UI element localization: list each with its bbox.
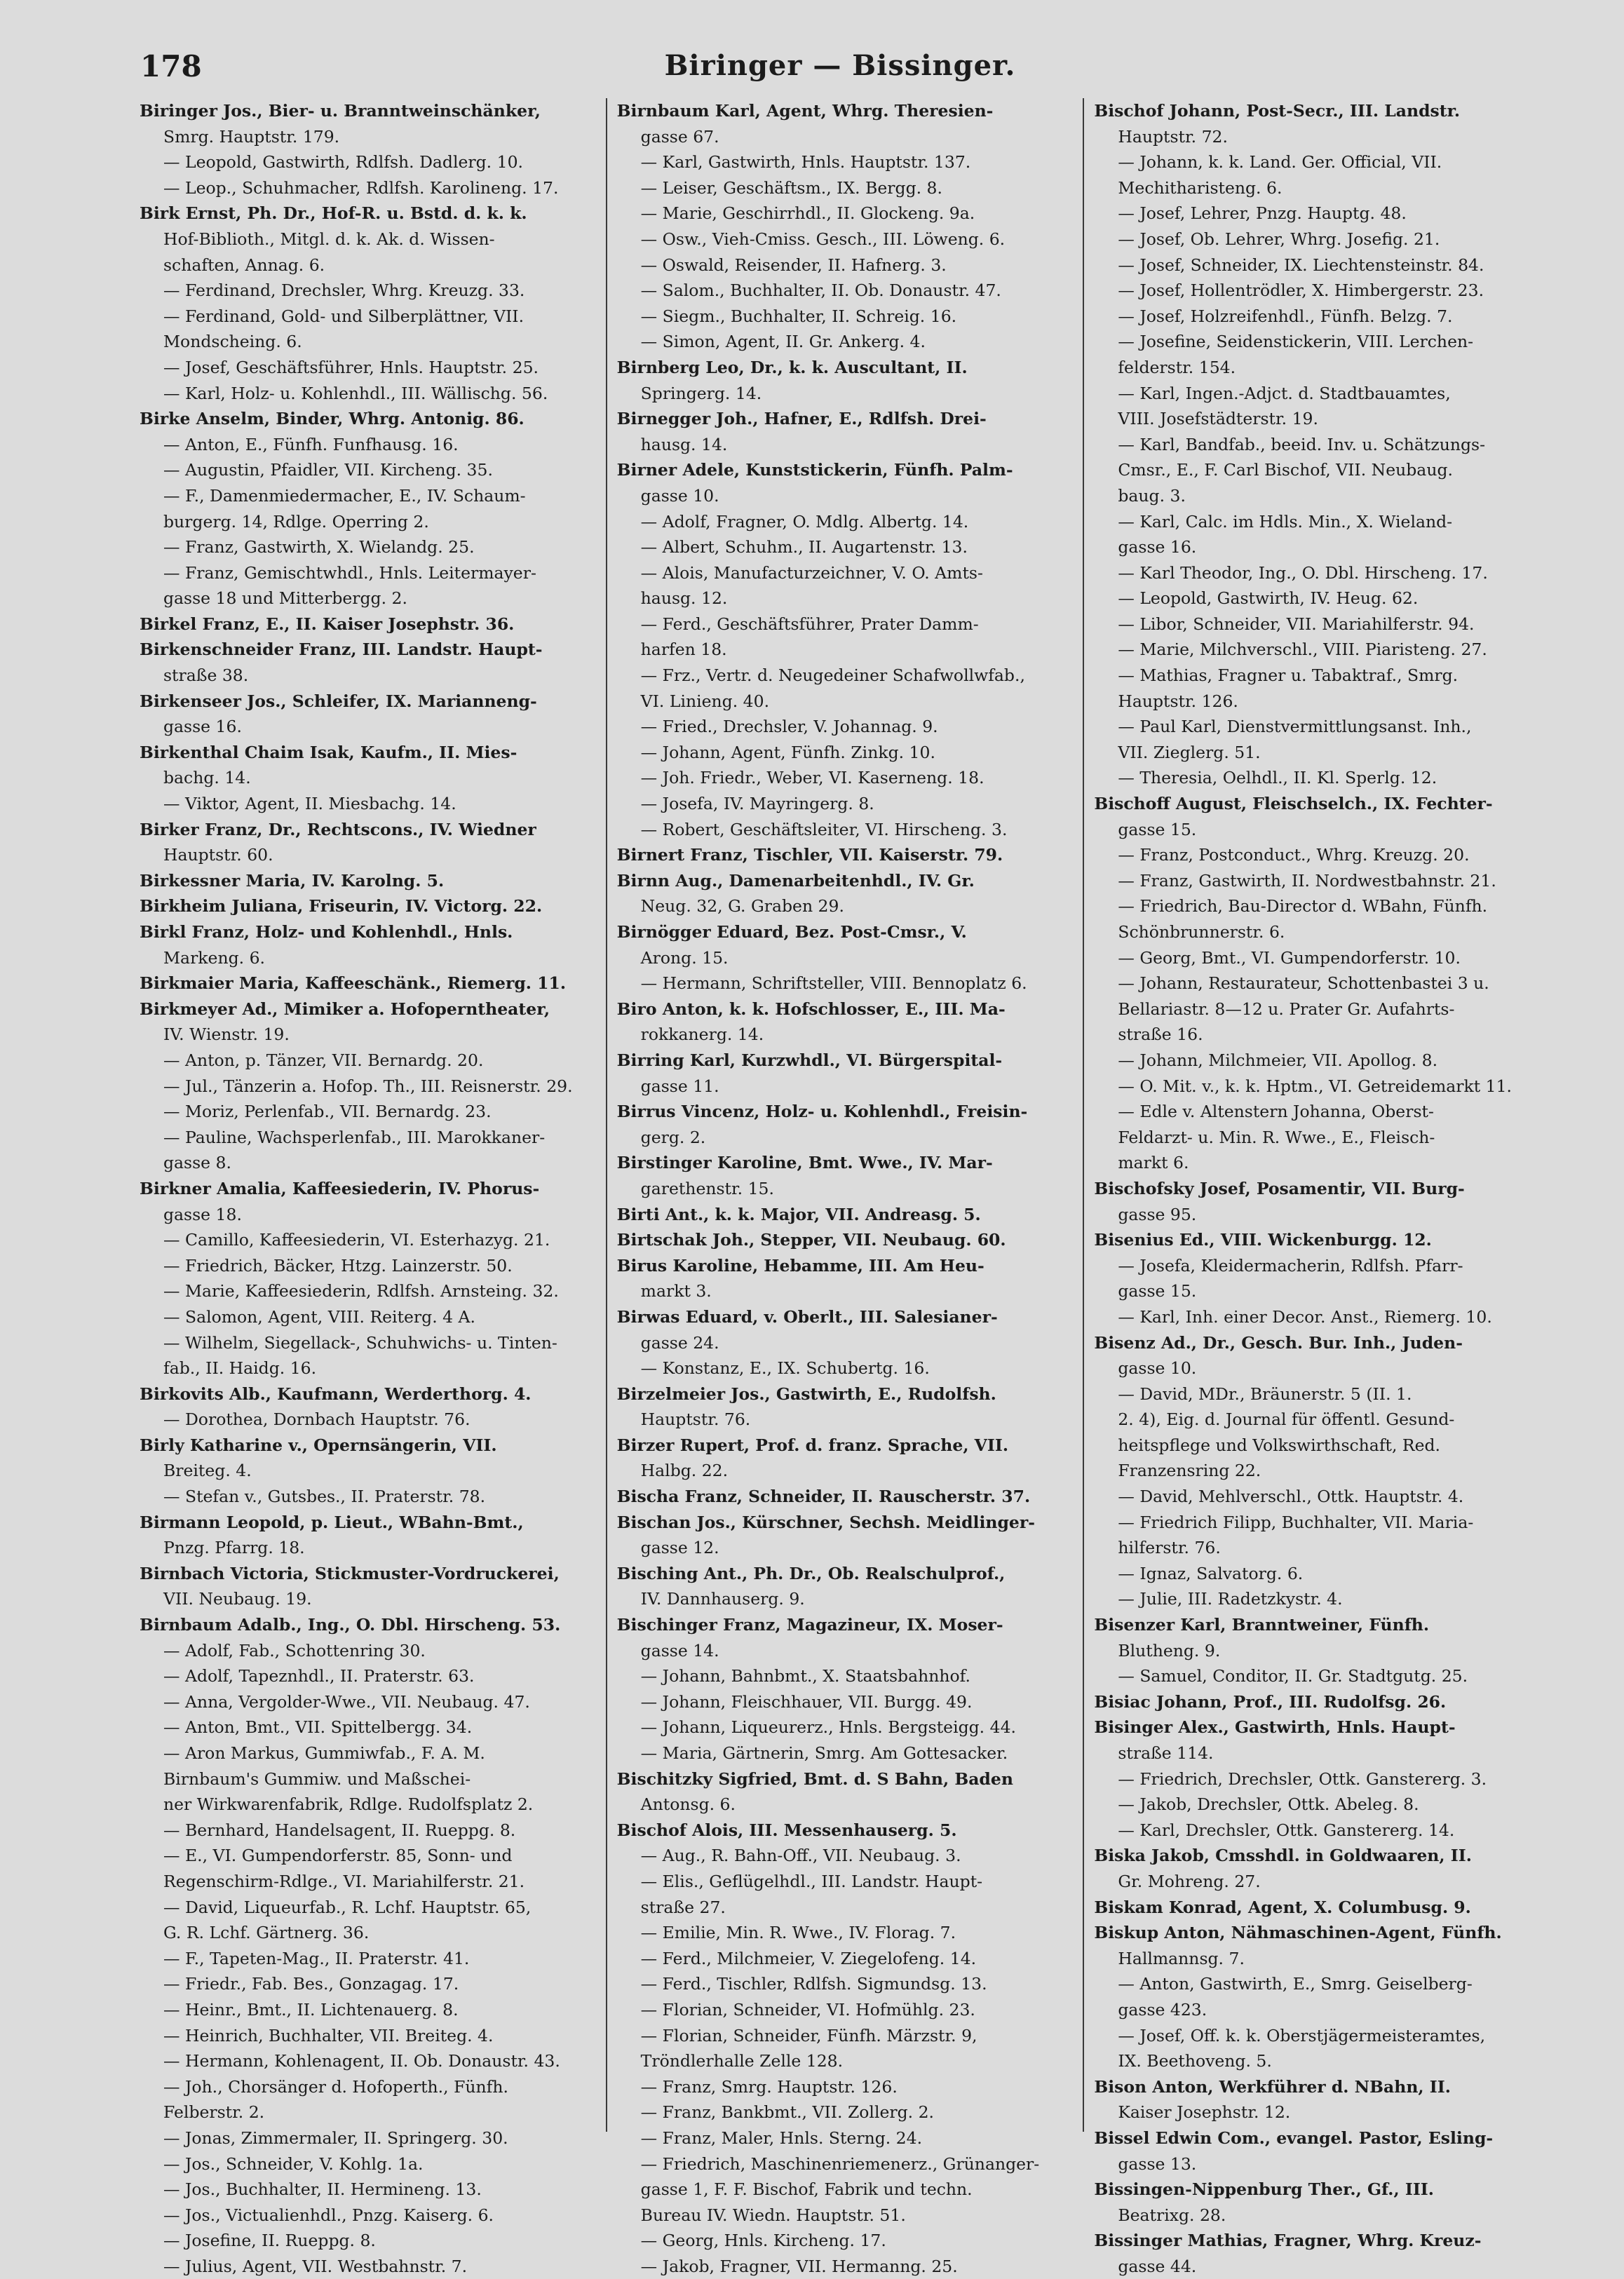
directory-entry: — Johann, Fleischhauer, VII. Burgg. 49. bbox=[640, 1691, 973, 1712]
directory-entry: Birkenschneider Franz, III. Landstr. Haupt- bbox=[140, 640, 543, 660]
directory-entry: schaften, Annag. 6. bbox=[163, 255, 325, 275]
directory-entry: straße 114. bbox=[1118, 1743, 1214, 1763]
directory-entry: Birnbaum Karl, Agent, Whrg. Theresien- bbox=[616, 101, 994, 121]
directory-entry: gasse 11. bbox=[640, 1076, 719, 1096]
directory-entry: — Franz, Gastwirth, II. Nordwestbahnstr. 21. bbox=[1118, 870, 1496, 891]
directory-entry: — Dorothea, Dornbach Hauptstr. 76. bbox=[163, 1409, 471, 1430]
directory-entry: Biringer Jos., Bier- u. Branntweinschänker, bbox=[140, 101, 541, 121]
directory-entry: Arong. 15. bbox=[640, 947, 729, 968]
directory-entry: markt 3. bbox=[640, 1281, 712, 1301]
directory-entry: Pnzg. Pfarrg. 18. bbox=[163, 1538, 305, 1558]
directory-entry: Birkessner Maria, IV. Karolng. 5. bbox=[140, 870, 445, 891]
directory-entry: garethenstr. 15. bbox=[640, 1178, 774, 1198]
directory-entry: gasse 12. bbox=[640, 1538, 719, 1558]
directory-entry: Birke Anselm, Binder, Whrg. Antonig. 86. bbox=[140, 409, 525, 429]
directory-entry: — Adolf, Fab., Schottenring 30. bbox=[163, 1640, 426, 1661]
directory-entry: Birkenthal Chaim Isak, Kaufm., II. Mies- bbox=[140, 742, 517, 762]
directory-entry: — Josefa, Kleidermacherin, Rdlfsh. Pfarr- bbox=[1118, 1255, 1463, 1276]
directory-entry: Bischoff August, Fleischselch., IX. Fechter- bbox=[1094, 794, 1493, 814]
directory-entry: Bellariastr. 8—12 u. Prater Gr. Aufahrts- bbox=[1118, 999, 1455, 1019]
directory-entry: — Fried., Drechsler, V. Johannag. 9. bbox=[640, 717, 938, 737]
directory-entry: — Leop., Schuhmacher, Rdlfsh. Karolineng. 17. bbox=[163, 177, 559, 198]
directory-entry: Birring Karl, Kurzwhdl., VI. Bürgerspital- bbox=[616, 1050, 1003, 1070]
directory-entry: — Aug., R. Bahn-Off., VII. Neubaug. 3. bbox=[640, 1846, 961, 1866]
directory-entry: — Georg, Hnls. Kircheng. 17. bbox=[640, 2231, 886, 2251]
directory-entry: ner Wirkwarenfabrik, Rdlge. Rudolfsplatz 2. bbox=[163, 1794, 534, 1815]
directory-entry: fab., II. Haidg. 16. bbox=[163, 1358, 317, 1379]
directory-entry: — Adolf, Fragner, O. Mdlg. Albertg. 14. bbox=[640, 511, 969, 532]
directory-entry: — Augustin, Pfaidler, VII. Kircheng. 35. bbox=[163, 460, 493, 480]
directory-entry: Birrus Vincenz, Holz- u. Kohlenhdl., Freisin- bbox=[616, 1102, 1028, 1122]
directory-entry: — Karl, Inh. einer Decor. Anst., Riemerg. 10. bbox=[1118, 1306, 1492, 1327]
directory-entry: Feldarzt- u. Min. R. Wwe., E., Fleisch- bbox=[1118, 1127, 1435, 1147]
directory-entry: gasse 67. bbox=[640, 126, 719, 147]
directory-entry: — Salomon, Agent, VIII. Reiterg. 4 A. bbox=[163, 1306, 475, 1327]
directory-entry: — Jos., Victualienhdl., Pnzg. Kaiserg. 6. bbox=[163, 2205, 494, 2225]
directory-entry: gasse 15. bbox=[1118, 1281, 1197, 1301]
directory-entry: Birker Franz, Dr., Rechtscons., IV. Wiedner bbox=[140, 819, 536, 839]
directory-entry: heitspflege und Volkswirthschaft, Red. bbox=[1118, 1435, 1441, 1455]
directory-entry: Halbg. 22. bbox=[640, 1461, 729, 1481]
directory-entry: — Josef, Ob. Lehrer, Whrg. Josefig. 21. bbox=[1118, 229, 1440, 249]
directory-entry: — Aron Markus, Gummiwfab., F. A. M. bbox=[163, 1743, 485, 1763]
directory-entry: Felberstr. 2. bbox=[163, 2102, 265, 2123]
directory-entry: gasse 13. bbox=[1118, 2153, 1197, 2174]
directory-entry: — Libor, Schneider, VII. Mariahilferstr. 94. bbox=[1118, 614, 1475, 634]
directory-entry: Birmann Leopold, p. Lieut., WBahn-Bmt., bbox=[140, 1512, 524, 1532]
directory-entry: — Johann, Liqueurerz., Hnls. Bergsteigg. 44. bbox=[640, 1717, 1016, 1738]
directory-entry: — Franz, Smrg. Hauptstr. 126. bbox=[640, 2076, 898, 2097]
column-3 bbox=[1083, 98, 1560, 2276]
directory-entry: — Josef, Geschäftsführer, Hnls. Hauptstr. 25. bbox=[163, 357, 539, 377]
directory-entry: Antonsg. 6. bbox=[640, 1794, 736, 1815]
directory-entry: Bisiac Johann, Prof., III. Rudolfsg. 26. bbox=[1094, 1691, 1447, 1712]
directory-entry: — Stefan v., Gutsbes., II. Praterstr. 78. bbox=[163, 1487, 486, 1507]
directory-entry: harfen 18. bbox=[640, 640, 727, 660]
directory-entry: — Maria, Gärtnerin, Smrg. Am Gottesacker. bbox=[640, 1743, 1008, 1763]
directory-entry: Blutheng. 9. bbox=[1118, 1640, 1221, 1661]
directory-entry: Birstinger Karoline, Bmt. Wwe., IV. Mar- bbox=[616, 1153, 993, 1173]
directory-entry: — Frz., Vertr. d. Neugedeiner Schafwollwfab., bbox=[640, 665, 1025, 686]
directory-entry: — F., Damenmiedermacher, E., IV. Schaum- bbox=[163, 485, 526, 506]
directory-entry: — Friedrich, Drechsler, Ottk. Ganstererg. 3. bbox=[1118, 1769, 1487, 1789]
directory-entry: burgerg. 14, Rdlge. Operring 2. bbox=[163, 511, 429, 532]
directory-entry: Bissingen-Nippenburg Ther., Gf., III. bbox=[1094, 2179, 1434, 2200]
directory-entry: Birner Adele, Kunststickerin, Fünfh. Palm- bbox=[616, 460, 1013, 480]
directory-entry: hausg. 14. bbox=[640, 434, 728, 454]
directory-entry: Mondscheing. 6. bbox=[163, 332, 302, 352]
directory-entry: Birly Katharine v., Opernsängerin, VII. bbox=[140, 1435, 497, 1455]
directory-entry: gasse 16. bbox=[163, 717, 242, 737]
directory-entry: straße 16. bbox=[1118, 1024, 1203, 1045]
directory-entry: — Josef, Off. k. k. Oberstjägermeisteramtes, bbox=[1118, 2025, 1486, 2045]
directory-entry: — Joh., Chorsänger d. Hofoperth., Fünfh. bbox=[163, 2076, 508, 2097]
directory-entry: — Anton, E., Fünfh. Funfhausg. 16. bbox=[163, 434, 459, 454]
directory-entry: 2. 4), Eig. d. Journal für öffentl. Gesund- bbox=[1118, 1409, 1455, 1430]
directory-entry: Hof-Biblioth., Mitgl. d. k. Ak. d. Wissen- bbox=[163, 229, 495, 249]
directory-entry: Schönbrunnerstr. 6. bbox=[1118, 922, 1285, 942]
directory-entry: Markeng. 6. bbox=[163, 947, 265, 968]
columns bbox=[130, 98, 1560, 2276]
directory-entry: Birnögger Eduard, Bez. Post-Cmsr., V. bbox=[616, 922, 967, 942]
directory-entry: Biro Anton, k. k. Hofschlosser, E., III. Ma- bbox=[616, 999, 1006, 1019]
directory-entry: Birkheim Juliana, Friseurin, IV. Victorg. 22. bbox=[140, 896, 543, 917]
directory-entry: — O. Mit. v., k. k. Hptm., VI. Getreidemarkt 11. bbox=[1118, 1076, 1513, 1096]
directory-entry: Hauptstr. 60. bbox=[163, 845, 273, 865]
directory-entry: — Franz, Gemischtwhdl., Hnls. Leitermayer- bbox=[163, 562, 536, 583]
directory-entry: — Konstanz, E., IX. Schubertg. 16. bbox=[640, 1358, 930, 1379]
directory-entry: — Heinr., Bmt., II. Lichtenauerg. 8. bbox=[163, 1999, 459, 2020]
directory-entry: straße 27. bbox=[640, 1897, 726, 1917]
directory-entry: — Anton, Gastwirth, E., Smrg. Geiselberg- bbox=[1118, 1974, 1473, 1994]
directory-entry: straße 38. bbox=[163, 665, 249, 686]
page-header bbox=[140, 49, 1540, 91]
directory-entry: IV. Wienstr. 19. bbox=[163, 1024, 290, 1045]
directory-entry: — Heinrich, Buchhalter, VII. Breiteg. 4. bbox=[163, 2025, 494, 2045]
directory-entry: — E., VI. Gumpendorferstr. 85, Sonn- und bbox=[163, 1846, 513, 1866]
directory-entry: — Alois, Manufacturzeichner, V. O. Amts- bbox=[640, 562, 983, 583]
directory-entry: — Ferdinand, Drechsler, Whrg. Kreuzg. 33. bbox=[163, 280, 525, 301]
directory-entry: — Franz, Postconduct., Whrg. Kreuzg. 20. bbox=[1118, 845, 1470, 865]
directory-entry: Birk Ernst, Ph. Dr., Hof-R. u. Bstd. d. k. k. bbox=[140, 203, 527, 224]
directory-entry: Biska Jakob, Cmsshdl. in Goldwaaren, II. bbox=[1094, 1846, 1472, 1866]
directory-entry: Birzer Rupert, Prof. d. franz. Sprache, VII. bbox=[616, 1435, 1009, 1455]
directory-entry: Birus Karoline, Hebamme, III. Am Heu- bbox=[616, 1255, 984, 1276]
directory-entry: Bisinger Alex., Gastwirth, Hnls. Haupt- bbox=[1094, 1717, 1456, 1738]
directory-entry: Birkmaier Maria, Kaffeeschänk., Riemerg. 11. bbox=[140, 973, 567, 994]
directory-entry: Bison Anton, Werkführer d. NBahn, II. bbox=[1094, 2076, 1451, 2097]
directory-entry: — David, MDr., Bräunerstr. 5 (II. 1. bbox=[1118, 1384, 1412, 1404]
directory-entry: — Hermann, Schriftsteller, VIII. Bennoplatz 6. bbox=[640, 973, 1027, 994]
column-2 bbox=[606, 98, 1083, 2276]
directory-entry: Hallmannsg. 7. bbox=[1118, 1948, 1245, 1968]
directory-entry: — Josef, Lehrer, Pnzg. Hauptg. 48. bbox=[1118, 203, 1407, 224]
directory-entry: — Simon, Agent, II. Gr. Ankerg. 4. bbox=[640, 332, 926, 352]
directory-entry: Bischinger Franz, Magazineur, IX. Moser- bbox=[616, 1615, 1003, 1635]
directory-entry: Birnberg Leo, Dr., k. k. Auscultant, II. bbox=[616, 357, 968, 377]
directory-entry: — Josefine, II. Rueppg. 8. bbox=[163, 2231, 376, 2251]
directory-entry: Birkel Franz, E., II. Kaiser Josephstr. 36. bbox=[140, 614, 515, 634]
directory-entry: felderstr. 154. bbox=[1118, 357, 1236, 377]
directory-entry: Bisching Ant., Ph. Dr., Ob. Realschulprof., bbox=[616, 1563, 1006, 1583]
directory-entry: — Karl, Bandfab., beeid. Inv. u. Schätzungs- bbox=[1118, 434, 1486, 454]
directory-entry: — Jos., Schneider, V. Kohlg. 1a. bbox=[163, 2153, 424, 2174]
directory-entry: — Anton, Bmt., VII. Spittelbergg. 34. bbox=[163, 1717, 473, 1738]
directory-entry: — Robert, Geschäftsleiter, VI. Hirscheng. 3. bbox=[640, 819, 1008, 839]
directory-entry: — Emilie, Min. R. Wwe., IV. Florag. 7. bbox=[640, 1923, 956, 1943]
directory-entry: — Marie, Geschirrhdl., II. Glockeng. 9a. bbox=[640, 203, 975, 224]
directory-entry: gasse 10. bbox=[1118, 1358, 1197, 1379]
directory-entry: — Jul., Tänzerin a. Hofop. Th., III. Reisnerstr. 29. bbox=[163, 1076, 573, 1096]
directory-entry: Bisenz Ad., Dr., Gesch. Bur. Inh., Juden- bbox=[1094, 1332, 1463, 1353]
directory-entry: gerg. 2. bbox=[640, 1127, 706, 1147]
directory-entry: — Joh. Friedr., Weber, VI. Kaserneng. 18. bbox=[640, 768, 984, 788]
directory-entry: Birkenseer Jos., Schleifer, IX. Marianneng- bbox=[140, 691, 537, 711]
directory-entry: — Johann, Milchmeier, VII. Apollog. 8. bbox=[1118, 1050, 1438, 1070]
directory-entry: — F., Tapeten-Mag., II. Praterstr. 41. bbox=[163, 1948, 470, 1968]
directory-entry: — Leiser, Geschäftsm., IX. Bergg. 8. bbox=[640, 177, 942, 198]
directory-entry: — Theresia, Oelhdl., II. Kl. Sperlg. 12. bbox=[1118, 768, 1437, 788]
directory-entry: — Johann, k. k. Land. Ger. Official, VII. bbox=[1118, 152, 1442, 173]
directory-entry: Birtschak Joh., Stepper, VII. Neubaug. 60. bbox=[616, 1230, 1006, 1250]
directory-entry: — Johann, Bahnbmt., X. Staatsbahnhof. bbox=[640, 1666, 970, 1686]
column-1 bbox=[130, 98, 606, 2276]
directory-entry: — Ferd., Tischler, Rdlfsh. Sigmundsg. 13. bbox=[640, 1974, 987, 1994]
directory-entry: — Ferd., Geschäftsführer, Prater Damm- bbox=[640, 614, 979, 634]
directory-entry: — Franz, Maler, Hnls. Sterng. 24. bbox=[640, 2128, 923, 2148]
directory-entry: — Franz, Bankbmt., VII. Zollerg. 2. bbox=[640, 2102, 935, 2123]
directory-entry: — Leopold, Gastwirth, IV. Heug. 62. bbox=[1118, 588, 1419, 609]
directory-entry: — Ignaz, Salvatorg. 6. bbox=[1118, 1563, 1304, 1583]
directory-entry: — Friedrich Filipp, Buchhalter, VII. Maria- bbox=[1118, 1512, 1474, 1532]
directory-entry: gasse 15. bbox=[1118, 819, 1197, 839]
directory-entry: — Josef, Hollentrödler, X. Himbergerstr. 23. bbox=[1118, 280, 1484, 301]
directory-entry: Biskup Anton, Nähmaschinen-Agent, Fünfh. bbox=[1094, 1923, 1502, 1943]
directory-entry: Bischof Alois, III. Messenhauserg. 5. bbox=[616, 1820, 957, 1840]
directory-entry: — Edle v. Altenstern Johanna, Oberst- bbox=[1118, 1102, 1434, 1122]
directory-entry: — Friedr., Fab. Bes., Gonzagag. 17. bbox=[163, 1974, 459, 1994]
directory-entry: — Friedrich, Bäcker, Htzg. Lainzerstr. 50. bbox=[163, 1255, 513, 1276]
directory-entry: Birnert Franz, Tischler, VII. Kaiserstr. 79. bbox=[616, 845, 1003, 865]
directory-entry: — Josef, Holzreifenhdl., Fünfh. Belzg. 7. bbox=[1118, 306, 1453, 326]
directory-entry: — Oswald, Reisender, II. Hafnerg. 3. bbox=[640, 255, 947, 275]
directory-entry: Mechitharisteng. 6. bbox=[1118, 177, 1283, 198]
directory-entry: Hauptstr. 76. bbox=[640, 1409, 751, 1430]
page-number: 178 bbox=[140, 49, 202, 83]
directory-entry: — Florian, Schneider, Fünfh. Märzstr. 9, bbox=[640, 2025, 977, 2045]
directory-entry: Birnegger Joh., Hafner, E., Rdlfsh. Drei- bbox=[616, 409, 987, 429]
directory-entry: gasse 423. bbox=[1118, 1999, 1207, 2020]
directory-entry: Bischitzky Sigfried, Bmt. d. S Bahn, Baden bbox=[616, 1769, 1013, 1789]
directory-entry: — Marie, Kaffeesiederin, Rdlfsh. Arnsteing. 32. bbox=[163, 1281, 559, 1301]
directory-entry: Bischan Jos., Kürschner, Sechsh. Meidlinger- bbox=[616, 1512, 1035, 1532]
directory-entry: — Paul Karl, Dienstvermittlungsanst. Inh., bbox=[1118, 717, 1472, 737]
directory-entry: — Elis., Geflügelhdl., III. Landstr. Haupt- bbox=[640, 1871, 983, 1891]
directory-entry: — Ferd., Milchmeier, V. Ziegelofeng. 14. bbox=[640, 1948, 977, 1968]
directory-entry: rokkanerg. 14. bbox=[640, 1024, 764, 1045]
directory-entry: Neug. 32, G. Graben 29. bbox=[640, 896, 844, 917]
directory-entry: — Julius, Agent, VII. Westbahnstr. 7. bbox=[163, 2256, 468, 2276]
directory-entry: Birkovits Alb., Kaufmann, Werderthorg. 4. bbox=[140, 1384, 532, 1404]
directory-entry: — Karl, Calc. im Hdls. Min., X. Wieland- bbox=[1118, 511, 1453, 532]
directory-entry: — Adolf, Tapeznhdl., II. Praterstr. 63. bbox=[163, 1666, 475, 1686]
directory-entry: — Josef, Schneider, IX. Liechtensteinstr. 84. bbox=[1118, 255, 1484, 275]
directory-entry: Regenschirm-Rdlge., VI. Mariahilferstr. 21. bbox=[163, 1871, 525, 1891]
directory-entry: Birnn Aug., Damenarbeitenhdl., IV. Gr. bbox=[616, 870, 975, 891]
directory-entry: Birkner Amalia, Kaffeesiederin, IV. Phorus- bbox=[140, 1178, 540, 1198]
directory-entry: — Florian, Schneider, VI. Hofmühlg. 23. bbox=[640, 1999, 975, 2020]
directory-entry: — Karl, Holz- u. Kohlenhdl., III. Wällischg. 56. bbox=[163, 383, 548, 403]
directory-entry: — Friedrich, Bau-Director d. WBahn, Fünfh. bbox=[1118, 896, 1488, 917]
directory-entry: — Mathias, Fragner u. Tabaktraf., Smrg. bbox=[1118, 665, 1459, 686]
directory-entry: — Josefine, Seidenstickerin, VIII. Lerchen- bbox=[1118, 332, 1474, 352]
directory-entry: Breiteg. 4. bbox=[163, 1461, 252, 1481]
directory-entry: markt 6. bbox=[1118, 1153, 1189, 1173]
directory-entry: — Johann, Agent, Fünfh. Zinkg. 10. bbox=[640, 742, 935, 762]
directory-entry: Cmsr., E., F. Carl Bischof, VII. Neubaug. bbox=[1118, 460, 1453, 480]
directory-entry: — Julie, III. Radetzkystr. 4. bbox=[1118, 1589, 1343, 1609]
directory-entry: Bissinger Mathias, Fragner, Whrg. Kreuz- bbox=[1094, 2231, 1482, 2251]
directory-entry: Birkmeyer Ad., Mimiker a. Hofoperntheater, bbox=[140, 999, 550, 1019]
directory-entry: — David, Liqueurfab., R. Lchf. Hauptstr. 65, bbox=[163, 1897, 532, 1917]
directory-entry: Bisenius Ed., VIII. Wickenburgg. 12. bbox=[1094, 1230, 1432, 1250]
directory-entry: Smrg. Hauptstr. 179. bbox=[163, 126, 340, 147]
directory-entry: IV. Dannhauserg. 9. bbox=[640, 1589, 805, 1609]
directory-entry: — Friedrich, Maschinenriemenerz., Grünanger- bbox=[640, 2153, 1040, 2174]
directory-entry: gasse 95. bbox=[1118, 1204, 1197, 1224]
directory-entry: — Jakob, Fragner, VII. Hermanng. 25. bbox=[640, 2256, 958, 2276]
directory-entry: — Karl Theodor, Ing., O. Dbl. Hirscheng. 17. bbox=[1118, 562, 1488, 583]
directory-entry: IX. Beethoveng. 5. bbox=[1118, 2051, 1272, 2071]
directory-entry: Bureau IV. Wiedn. Hauptstr. 51. bbox=[640, 2205, 906, 2225]
directory-entry: — Ferdinand, Gold- und Silberplättner, VII. bbox=[163, 306, 525, 326]
directory-entry: — Osw., Vieh-Cmiss. Gesch., III. Löweng. 6. bbox=[640, 229, 1006, 249]
directory-entry: gasse 18 und Mitterbergg. 2. bbox=[163, 588, 407, 609]
directory-entry: — Albert, Schuhm., II. Augartenstr. 13. bbox=[640, 537, 968, 557]
directory-entry: Bisenzer Karl, Branntweiner, Fünfh. bbox=[1094, 1615, 1430, 1635]
directory-entry: — Josefa, IV. Mayringerg. 8. bbox=[640, 794, 874, 814]
directory-entry: Franzensring 22. bbox=[1118, 1461, 1261, 1481]
directory-entry: — Johann, Restaurateur, Schottenbastei 3 u. bbox=[1118, 973, 1489, 994]
directory-entry: Springerg. 14. bbox=[640, 383, 762, 403]
directory-entry: Birnbach Victoria, Stickmuster-Vordruckerei, bbox=[140, 1563, 560, 1583]
directory-entry: gasse 8. bbox=[163, 1153, 231, 1173]
directory-entry: gasse 24. bbox=[640, 1332, 719, 1353]
directory-entry: gasse 18. bbox=[163, 1204, 242, 1224]
running-head: Biringer — Bissinger. bbox=[664, 49, 1016, 82]
directory-entry: VIII. Josefstädterstr. 19. bbox=[1118, 409, 1318, 429]
directory-entry: Hauptstr. 126. bbox=[1118, 691, 1238, 711]
directory-entry: — Franz, Gastwirth, X. Wielandg. 25. bbox=[163, 537, 475, 557]
directory-entry: — Viktor, Agent, II. Miesbachg. 14. bbox=[163, 794, 456, 814]
directory-entry: Biskam Konrad, Agent, X. Columbusg. 9. bbox=[1094, 1897, 1471, 1917]
directory-entry: gasse 1, F. F. Bischof, Fabrik und techn. bbox=[640, 2179, 973, 2200]
directory-entry: — Karl, Ingen.-Adjct. d. Stadtbauamtes, bbox=[1118, 383, 1451, 403]
directory-entry: — Moriz, Perlenfab., VII. Bernardg. 23. bbox=[163, 1102, 492, 1122]
directory-entry: Bissel Edwin Com., evangel. Pastor, Esling- bbox=[1094, 2128, 1494, 2148]
directory-entry: Bischof Johann, Post-Secr., III. Landstr. bbox=[1094, 101, 1461, 121]
directory-entry: Bischofsky Josef, Posamentir, VII. Burg- bbox=[1094, 1178, 1465, 1198]
directory-entry: gasse 16. bbox=[1118, 537, 1197, 557]
directory-entry: — Camillo, Kaffeesiederin, VI. Esterhazyg. 21. bbox=[163, 1230, 550, 1250]
directory-entry: gasse 44. bbox=[1118, 2256, 1197, 2276]
directory-entry: hausg. 12. bbox=[640, 588, 728, 609]
directory-entry: VII. Neubaug. 19. bbox=[163, 1589, 312, 1609]
directory-entry: — Hermann, Kohlenagent, II. Ob. Donaustr. 43. bbox=[163, 2051, 560, 2071]
directory-entry: Birnbaum Adalb., Ing., O. Dbl. Hirscheng. 53. bbox=[140, 1615, 561, 1635]
directory-entry: — Pauline, Wachsperlenfab., III. Marokkaner- bbox=[163, 1127, 546, 1147]
directory-entry: bachg. 14. bbox=[163, 768, 251, 788]
directory-entry: — Karl, Gastwirth, Hnls. Hauptstr. 137. bbox=[640, 152, 971, 173]
directory-entry: — Anton, p. Tänzer, VII. Bernardg. 20. bbox=[163, 1050, 484, 1070]
directory-entry: Birti Ant., k. k. Major, VII. Andreasg. 5. bbox=[616, 1204, 981, 1224]
directory-entry: — Salom., Buchhalter, II. Ob. Donaustr. 47. bbox=[640, 280, 1001, 301]
directory-entry: — Jakob, Drechsler, Ottk. Abeleg. 8. bbox=[1118, 1794, 1419, 1815]
directory-entry: VII. Zieglerg. 51. bbox=[1118, 742, 1261, 762]
directory-entry: Gr. Mohreng. 27. bbox=[1118, 1871, 1261, 1891]
directory-entry: Birwas Eduard, v. Oberlt., III. Salesianer- bbox=[616, 1306, 998, 1327]
directory-entry: — Karl, Drechsler, Ottk. Ganstererg. 14. bbox=[1118, 1820, 1455, 1840]
directory-entry: — Wilhelm, Siegellack-, Schuhwichs- u. Tinten- bbox=[163, 1332, 557, 1353]
directory-entry: — Siegm., Buchhalter, II. Schreig. 16. bbox=[640, 306, 957, 326]
directory-entry: — Jonas, Zimmermaler, II. Springerg. 30. bbox=[163, 2128, 508, 2148]
directory-entry: Beatrixg. 28. bbox=[1118, 2205, 1226, 2225]
directory-entry: — Samuel, Conditor, II. Gr. Stadtgutg. 25. bbox=[1118, 1666, 1468, 1686]
directory-entry: Hauptstr. 72. bbox=[1118, 126, 1228, 147]
directory-entry: hilferstr. 76. bbox=[1118, 1538, 1221, 1558]
directory-entry: — Marie, Milchverschl., VIII. Piaristeng. 27. bbox=[1118, 640, 1487, 660]
directory-entry: — Anna, Vergolder-Wwe., VII. Neubaug. 47. bbox=[163, 1691, 530, 1712]
directory-entry: baug. 3. bbox=[1118, 485, 1186, 506]
directory-entry: — Jos., Buchhalter, II. Hermineng. 13. bbox=[163, 2179, 482, 2200]
directory-entry: Birzelmeier Jos., Gastwirth, E., Rudolfsh. bbox=[616, 1384, 996, 1404]
directory-entry: gasse 14. bbox=[640, 1640, 719, 1661]
directory-entry: Bischa Franz, Schneider, II. Rauscherstr. 37. bbox=[616, 1487, 1031, 1507]
directory-entry: G. R. Lchf. Gärtnerg. 36. bbox=[163, 1923, 370, 1943]
directory-entry: — David, Mehlverschl., Ottk. Hauptstr. 4. bbox=[1118, 1487, 1464, 1507]
directory-entry: Birnbaum's Gummiw. und Maßschei- bbox=[163, 1769, 471, 1789]
directory-entry: — Leopold, Gastwirth, Rdlfsh. Dadlerg. 10. bbox=[163, 152, 523, 173]
directory-entry: — Georg, Bmt., VI. Gumpendorferstr. 10. bbox=[1118, 947, 1461, 968]
directory-entry: — Bernhard, Handelsagent, II. Rueppg. 8. bbox=[163, 1820, 516, 1840]
directory-entry: Tröndlerhalle Zelle 128. bbox=[640, 2051, 844, 2071]
directory-entry: Kaiser Josephstr. 12. bbox=[1118, 2102, 1291, 2123]
directory-entry: Birkl Franz, Holz- und Kohlenhdl., Hnls. bbox=[140, 922, 513, 942]
directory-entry: VI. Linieng. 40. bbox=[640, 691, 770, 711]
directory-entry: gasse 10. bbox=[640, 485, 719, 506]
